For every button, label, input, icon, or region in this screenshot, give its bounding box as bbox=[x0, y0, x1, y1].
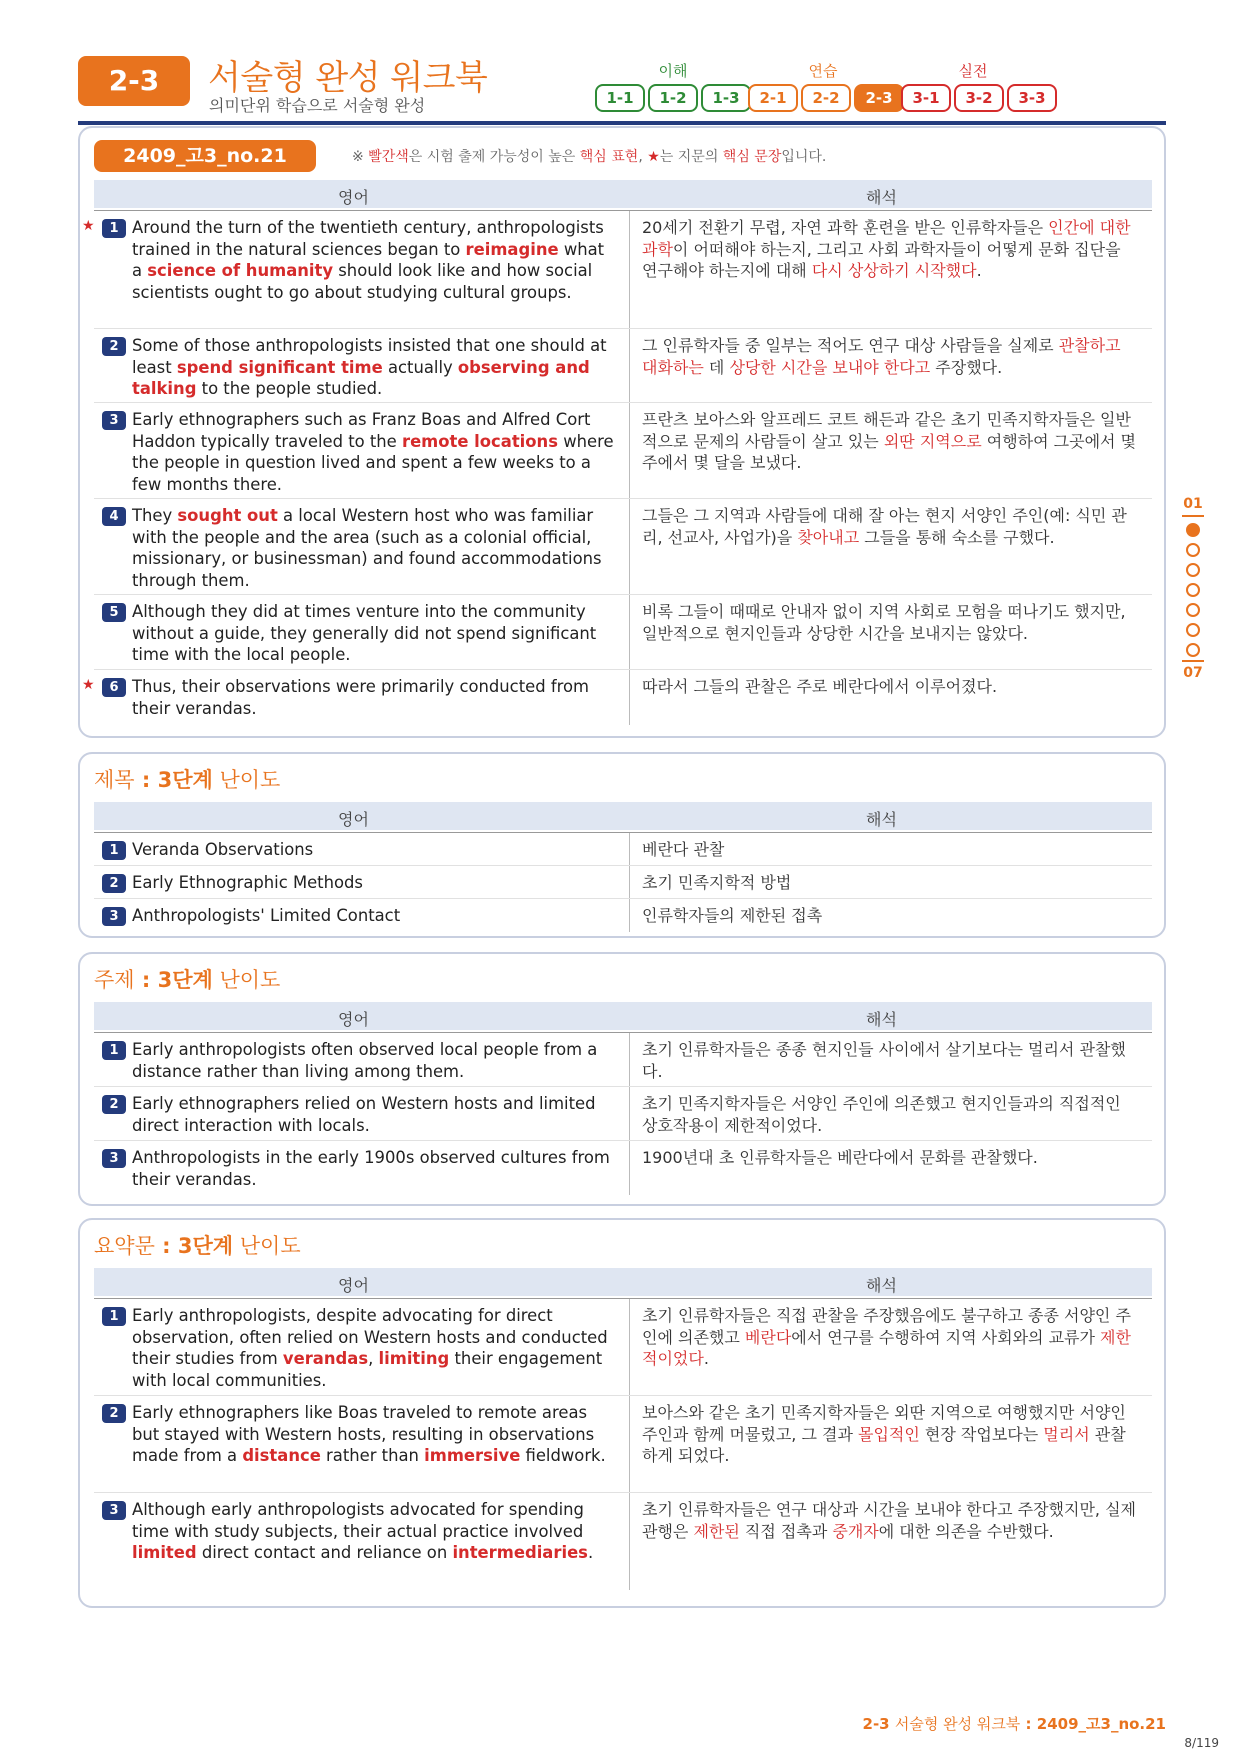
progress-dot-icon[interactable] bbox=[1186, 623, 1200, 637]
korean-translation: 프란츠 보아스와 알프레드 코트 해든과 같은 초기 민족지학자들은 일반적으로 문제의 사람들이 살고 있는 외딴 지역으로 여행하여 그곳에서 몇 주에서 몇 달을 보냈다. bbox=[642, 410, 1137, 472]
footer-label: 2-3 서술형 완성 워크북 : 2409_고3_no.21 bbox=[862, 1715, 1166, 1733]
nav-pill-1-3[interactable]: 1-3 bbox=[701, 84, 751, 112]
row-number: 3 bbox=[102, 411, 126, 430]
nav-pill-3-1[interactable]: 3-1 bbox=[901, 84, 951, 112]
table-row bbox=[94, 1033, 1152, 1087]
english-summary: 3 Although early anthropologists advocated for spending time with study subjects, their actual practice involved limited direct contact and reliance on intermediaries. bbox=[94, 1493, 630, 1590]
table-row bbox=[94, 329, 1152, 403]
stage-label-practice: 연습 bbox=[808, 62, 838, 80]
english-sentence: ★ 1 Around the turn of the twentieth century, anthropologists trained in the natural sciences began to reimagine what a science of humanity should look like and how social scientists ought to go about studying cultural groups. bbox=[94, 211, 630, 328]
english-summary: 2 Early ethnographers like Boas traveled to remote areas but stayed with Western hosts, resulting in observations made from a distance rather than immersive fieldwork. bbox=[94, 1396, 630, 1492]
column-header bbox=[94, 180, 1152, 208]
row-number: 1 bbox=[102, 1041, 126, 1060]
section-heading: 요약문 : 3단계 난이도 bbox=[94, 1234, 301, 1258]
table-row bbox=[94, 1299, 1152, 1396]
korean-theme: 초기 인류학자들은 종종 현지인들 사이에서 살기보다는 멀리서 관찰했다. bbox=[642, 1040, 1126, 1081]
korean-translation: 비록 그들이 때때로 안내자 없이 지역 사회로 모험을 떠나기도 했지만, 일반적으로 현지인들과 상당한 시간을 보내지는 않았다. bbox=[642, 602, 1126, 643]
nav-pill-2-2[interactable]: 2-2 bbox=[801, 84, 851, 112]
table-row bbox=[94, 499, 1152, 595]
table-row bbox=[94, 1493, 1152, 1590]
column-header bbox=[94, 1002, 1152, 1030]
passage-section bbox=[78, 126, 1166, 738]
row-number: 2 bbox=[102, 1404, 126, 1423]
korean-translation: 따라서 그들의 관찰은 주로 베란다에서 이루어졌다. bbox=[642, 677, 998, 696]
table-row bbox=[94, 595, 1152, 670]
theme-table bbox=[94, 1032, 1152, 1195]
column-header bbox=[94, 802, 1152, 830]
theme-section bbox=[78, 952, 1166, 1206]
column-header-english: 영어 bbox=[338, 188, 369, 207]
table-row bbox=[94, 833, 1152, 866]
english-sentence: 4 They sought out a local Western host who was familiar with the people and the area (such as a colonial official, missionary, or businessman) and found accommodations through them. bbox=[94, 499, 630, 594]
progress-dot-icon-active[interactable] bbox=[1186, 523, 1200, 537]
nav-pill-3-3[interactable]: 3-3 bbox=[1007, 84, 1057, 112]
column-header-korean: 해석 bbox=[866, 810, 897, 829]
stage-label-actual: 실전 bbox=[958, 62, 988, 80]
key-sentence-star-icon: ★ bbox=[82, 677, 95, 693]
unit-badge: 2-3 bbox=[78, 56, 190, 106]
column-header-english: 영어 bbox=[338, 810, 369, 829]
nav-pill-1-2[interactable]: 1-2 bbox=[648, 84, 698, 112]
korean-translation: 그들은 그 지역과 사람들에 대해 잘 아는 현지 서양인 주인(예: 식민 관리, 선교사, 사업가)을 찾아내고 그들을 통해 숙소를 구했다. bbox=[642, 506, 1127, 547]
side-progress-nav bbox=[1178, 496, 1208, 696]
table-row bbox=[94, 899, 1152, 932]
row-number: 5 bbox=[102, 603, 126, 622]
summary-table bbox=[94, 1298, 1152, 1590]
table-row bbox=[82, 211, 1152, 329]
korean-theme: 초기 민족지학자들은 서양인 주인에 의존했고 현지인들과의 직접적인 상호작용이 제한적이었다. bbox=[642, 1094, 1121, 1135]
english-sentence: 2 Some of those anthropologists insisted that one should at least spend significant time actually observing and talking to the people studied. bbox=[94, 329, 630, 402]
english-sentence: 3 Early ethnographers such as Franz Boas and Alfred Cort Haddon typically traveled to the remote locations where the people in question lived and spent a few weeks to a few months there. bbox=[94, 403, 630, 498]
table-row bbox=[82, 670, 1152, 725]
summary-section bbox=[78, 1218, 1166, 1608]
title-section bbox=[78, 752, 1166, 938]
row-number: 3 bbox=[102, 1149, 126, 1168]
table-row bbox=[94, 1396, 1152, 1493]
nav-pill-2-1[interactable]: 2-1 bbox=[748, 84, 798, 112]
nav-pill-1-1[interactable]: 1-1 bbox=[595, 84, 645, 112]
table-row bbox=[94, 866, 1152, 899]
key-sentence-star-icon: ★ bbox=[82, 218, 95, 234]
english-title: 1 Veranda Observations bbox=[94, 833, 630, 865]
column-header-english: 영어 bbox=[338, 1276, 369, 1295]
progress-dot-icon[interactable] bbox=[1186, 643, 1200, 657]
english-sentence: ★ 6 Thus, their observations were primarily conducted from their verandas. bbox=[94, 670, 630, 725]
english-theme: 1 Early anthropologists often observed local people from a distance rather than living among them. bbox=[94, 1033, 630, 1086]
korean-title: 베란다 관찰 bbox=[642, 840, 725, 859]
page-subtitle: 의미단위 학습으로 서술형 완성 bbox=[209, 96, 426, 115]
row-number: 2 bbox=[102, 337, 126, 356]
table-row bbox=[94, 1087, 1152, 1141]
column-header-korean: 해석 bbox=[866, 1010, 897, 1029]
side-nav-divider bbox=[1182, 660, 1204, 662]
row-number: 1 bbox=[102, 841, 126, 860]
side-nav-end: 07 bbox=[1183, 665, 1203, 681]
nav-pill-3-2[interactable]: 3-2 bbox=[954, 84, 1004, 112]
title-table bbox=[94, 832, 1152, 932]
korean-translation: 20세기 전환기 무렵, 자연 과학 훈련을 받은 인류학자들은 인간에 대한 과학이 어떠해야 하는지, 그리고 사회 과학자들이 어떻게 문화 집단을 연구해야 하는지에 대해 다시 상상하기 시작했다. bbox=[642, 218, 1131, 280]
nav-pill-2-3[interactable]: 2-3 bbox=[854, 84, 904, 112]
table-row bbox=[94, 1141, 1152, 1195]
row-number: 1 bbox=[102, 219, 126, 238]
english-theme: 2 Early ethnographers relied on Western hosts and limited direct interaction with locals. bbox=[94, 1087, 630, 1140]
side-nav-divider bbox=[1182, 515, 1204, 517]
column-header-english: 영어 bbox=[338, 1010, 369, 1029]
page-number: 8/119 bbox=[1184, 1736, 1219, 1750]
row-number: 3 bbox=[102, 1501, 126, 1520]
progress-dot-icon[interactable] bbox=[1186, 603, 1200, 617]
english-sentence: 5 Although they did at times venture into the community without a guide, they generally did not spend significant time with the local people. bbox=[94, 595, 630, 669]
korean-summary: 초기 인류학자들은 직접 관찰을 주장했음에도 불구하고 종종 서양인 주인에 의존했고 베란다에서 연구를 수행하여 지역 사회와의 교류가 제한적이었다. bbox=[642, 1306, 1131, 1368]
section-heading: 주제 : 3단계 난이도 bbox=[94, 968, 281, 992]
table-row bbox=[94, 403, 1152, 499]
row-number: 4 bbox=[102, 507, 126, 526]
progress-dot-icon[interactable] bbox=[1186, 563, 1200, 577]
row-number: 2 bbox=[102, 1095, 126, 1114]
legend-note: ※ 빨간색은 시험 출제 가능성이 높은 핵심 표현, ★는 지문의 핵심 문장입니다. bbox=[352, 149, 827, 165]
progress-dot-icon[interactable] bbox=[1186, 543, 1200, 557]
english-title: 2 Early Ethnographic Methods bbox=[94, 866, 630, 898]
english-theme: 3 Anthropologists in the early 1900s observed cultures from their verandas. bbox=[94, 1141, 630, 1195]
korean-title: 인류학자들의 제한된 접촉 bbox=[642, 906, 823, 925]
row-number: 1 bbox=[102, 1307, 126, 1326]
korean-translation: 그 인류학자들 중 일부는 적어도 연구 대상 사람들을 실제로 관찰하고 대화하는 데 상당한 시간을 보내야 한다고 주장했다. bbox=[642, 336, 1121, 377]
column-header bbox=[94, 1268, 1152, 1296]
source-tag: 2409_고3_no.21 bbox=[94, 140, 316, 172]
passage-table bbox=[82, 210, 1152, 725]
side-nav-start: 01 bbox=[1183, 496, 1203, 512]
section-heading: 제목 : 3단계 난이도 bbox=[94, 768, 281, 792]
row-number: 2 bbox=[102, 874, 126, 893]
korean-summary: 보아스와 같은 초기 민족지학자들은 외딴 지역으로 여행했지만 서양인 주인과 함께 머물렀고, 그 결과 몰입적인 현장 작업보다는 멀리서 관찰하게 되었다. bbox=[642, 1403, 1126, 1465]
korean-title: 초기 민족지학적 방법 bbox=[642, 873, 792, 892]
english-title: 3 Anthropologists' Limited Contact bbox=[94, 899, 630, 932]
page-title: 서술형 완성 워크북 bbox=[208, 58, 488, 98]
korean-theme: 1900년대 초 인류학자들은 베란다에서 문화를 관찰했다. bbox=[642, 1148, 1038, 1167]
english-summary: 1 Early anthropologists, despite advocating for direct observation, often relied on Western hosts and conducted their studies from verandas, limiting their engagement with local communities. bbox=[94, 1299, 630, 1395]
stage-label-understand: 이해 bbox=[658, 62, 688, 80]
column-header-korean: 해석 bbox=[866, 188, 897, 207]
row-number: 3 bbox=[102, 907, 126, 926]
column-header-korean: 해석 bbox=[866, 1276, 897, 1295]
progress-dot-icon[interactable] bbox=[1186, 583, 1200, 597]
header-divider bbox=[78, 121, 1166, 125]
row-number: 6 bbox=[102, 678, 126, 697]
page-header bbox=[78, 50, 1166, 126]
korean-summary: 초기 인류학자들은 연구 대상과 시간을 보내야 한다고 주장했지만, 실제 관행은 제한된 직접 접촉과 중개자에 대한 의존을 수반했다. bbox=[642, 1500, 1136, 1541]
